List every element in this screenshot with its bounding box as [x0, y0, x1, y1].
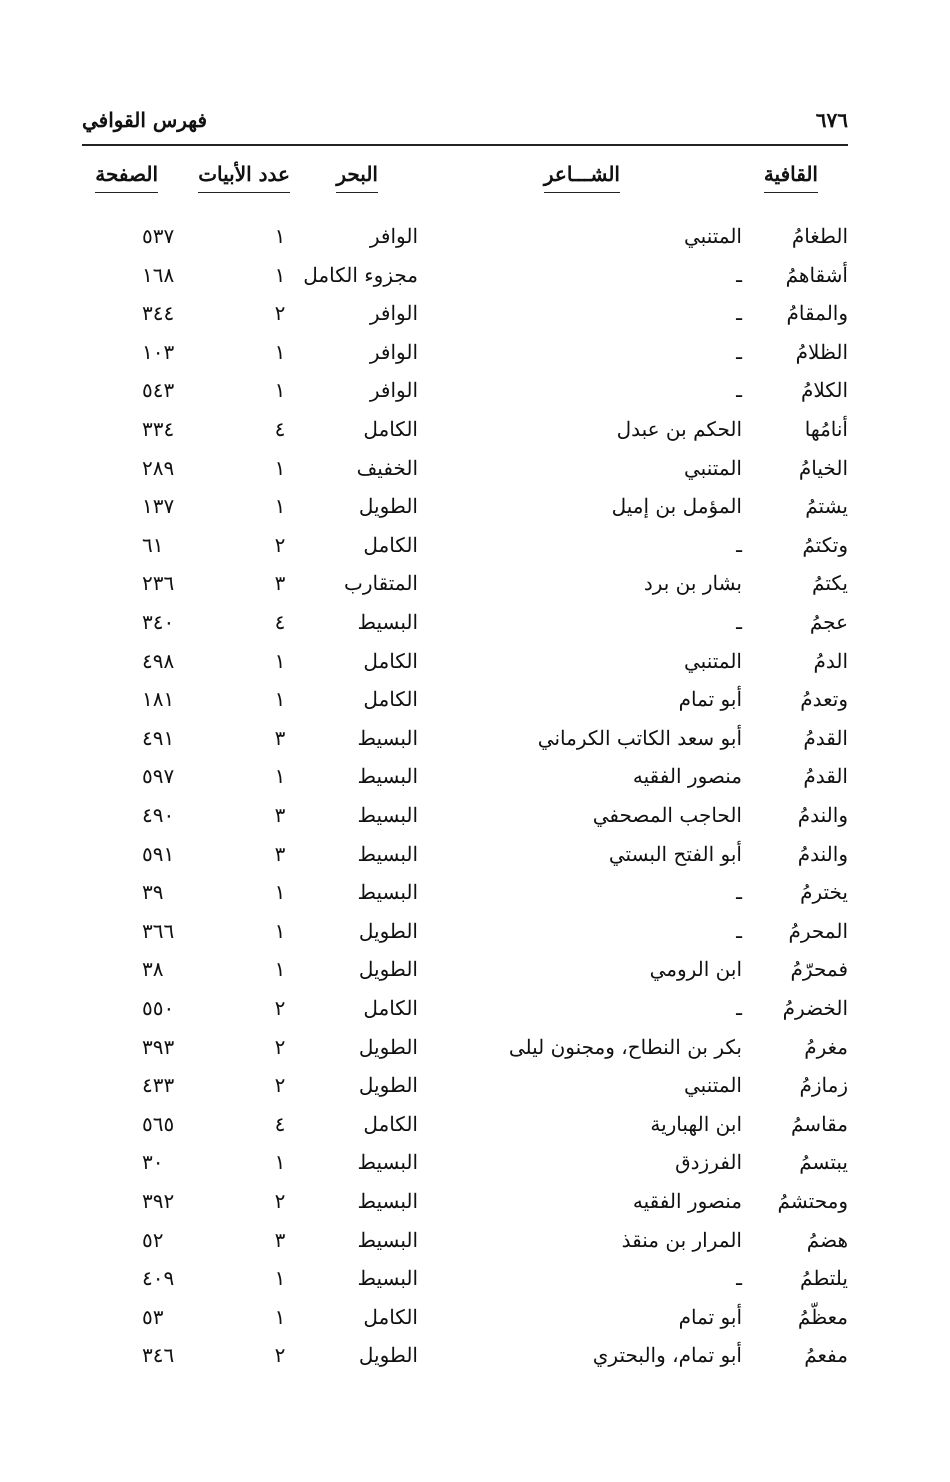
verses-cell: ٢	[274, 1073, 286, 1098]
meter-cell: الكامل	[363, 996, 418, 1020]
page-cell: ٣٩٣	[142, 1034, 175, 1059]
verses-cell: ١	[274, 224, 286, 248]
poet-cell: بكر بن النطاح، ومجنون ليلى	[508, 1034, 742, 1059]
verses-cell: ٢	[274, 301, 286, 326]
table-row	[0, 417, 950, 455]
meter-cell: الوافر	[369, 339, 418, 364]
page-cell: ٤٩١	[142, 725, 175, 750]
poet-cell: ـ	[736, 880, 742, 905]
rhyme-cell: مقاسمُ	[791, 1111, 848, 1136]
page-cell: ٥٢	[142, 1227, 164, 1252]
verses-cell: ١	[274, 494, 286, 519]
rhyme-cell: الطغامُ	[791, 224, 848, 248]
verses-cell: ٣	[274, 725, 286, 750]
poet-cell: المؤمل بن إميل	[611, 494, 742, 519]
page-cell: ٤٠٩	[142, 1266, 175, 1291]
poet-cell: بشار بن برد	[643, 571, 742, 596]
rhyme-cell: يبتسمُ	[799, 1150, 848, 1175]
verses-cell: ٣	[274, 803, 286, 827]
table-row	[0, 842, 950, 880]
verses-cell: ٢	[274, 532, 286, 557]
table-row	[0, 1150, 950, 1188]
poet-cell: الفرزدق	[675, 1150, 742, 1175]
verses-cell: ٣	[274, 841, 286, 866]
page-cell: ٥٣	[142, 1304, 164, 1329]
verses-cell: ١	[274, 648, 286, 673]
poet-cell: ـ	[736, 918, 742, 943]
table-row	[0, 1073, 950, 1111]
rhyme-cell: عجمُ	[809, 610, 848, 634]
rhyme-cell: يشتمُ	[805, 494, 848, 519]
meter-cell: الخفيف	[356, 455, 418, 480]
meter-cell: الوافر	[369, 301, 418, 326]
rhyme-cell: أنامُها	[804, 417, 848, 441]
page-cell: ٢٨٩	[142, 455, 175, 480]
meter-cell: البسيط	[357, 725, 418, 750]
table-row	[0, 803, 950, 841]
meter-cell: الكامل	[363, 1111, 418, 1136]
verses-cell: ٣	[274, 571, 286, 596]
table-row	[0, 649, 950, 687]
table-row	[0, 301, 950, 339]
table-row	[0, 996, 950, 1034]
meter-cell: البسيط	[357, 880, 418, 905]
page-cell: ١٦٨	[142, 262, 175, 287]
table-row	[0, 456, 950, 494]
verses-cell: ١	[274, 1150, 286, 1175]
poet-cell: ـ	[736, 301, 742, 326]
meter-cell: الكامل	[363, 1304, 418, 1329]
table-row	[0, 571, 950, 609]
poet-cell: ابن الهبارية	[650, 1111, 742, 1136]
page-cell: ٥٦٥	[142, 1111, 175, 1136]
rhyme-cell: وتكتمُ	[802, 532, 848, 557]
rhyme-cell: مفعمُ	[804, 1343, 848, 1368]
page-cell: ١٣٧	[142, 494, 175, 519]
poet-cell: المتنبي	[684, 1073, 742, 1098]
page-cell: ٢٣٦	[142, 571, 175, 596]
table-row	[0, 263, 950, 301]
rhyme-cell: معظّمُ	[797, 1304, 848, 1329]
verses-cell: ١	[274, 262, 286, 287]
verses-cell: ١	[274, 1266, 286, 1291]
rhyme-cell: القدمُ	[803, 764, 848, 789]
page-cell: ١٠٣	[142, 339, 175, 364]
poet-cell: ـ	[736, 339, 742, 364]
meter-cell: الطويل	[358, 918, 418, 943]
poet-cell: المرار بن منقذ	[621, 1227, 742, 1252]
meter-cell: البسيط	[357, 841, 418, 866]
page-cell: ٣٨	[142, 957, 164, 982]
verses-cell: ١	[274, 880, 286, 905]
rhyme-cell: القدمُ	[803, 725, 848, 750]
verses-cell: ٢	[274, 996, 286, 1020]
meter-cell: البسيط	[357, 610, 418, 634]
verses-cell: ٢	[274, 1189, 286, 1213]
rhyme-cell: وتعدمُ	[800, 687, 848, 712]
table-row	[0, 880, 950, 918]
running-head	[82, 108, 848, 138]
poet-cell: أبو الفتح البستي	[608, 841, 742, 866]
table-row	[0, 494, 950, 532]
meter-cell: الوافر	[369, 224, 418, 248]
page-cell: ١٨١	[142, 687, 175, 712]
header-poet: الشـــاعر	[544, 162, 620, 193]
verses-cell: ٤	[274, 610, 286, 634]
table-row	[0, 1266, 950, 1304]
rhyme-cell: الخيامُ	[798, 455, 848, 480]
rhyme-cell: يلتطمُ	[800, 1266, 848, 1291]
page-cell: ٤٩٠	[142, 803, 175, 827]
meter-cell: المتقارب	[344, 571, 418, 596]
verses-cell: ١	[274, 1304, 286, 1329]
meter-cell: الطويل	[358, 1343, 418, 1368]
rhyme-cell: الدمُ	[813, 648, 848, 673]
page-cell: ٥٩٧	[142, 764, 175, 789]
verses-cell: ١	[274, 687, 286, 712]
poet-cell: ـ	[736, 262, 742, 287]
table-row	[0, 726, 950, 764]
page-cell: ٣٩	[142, 880, 164, 905]
page-cell: ٣٤٦	[142, 1343, 175, 1368]
table-row	[0, 1305, 950, 1343]
page-cell: ٣٤٤	[142, 301, 175, 326]
verses-cell: ٣	[274, 1227, 286, 1252]
poet-cell: ابن الرومي	[649, 957, 742, 982]
meter-cell: البسيط	[357, 803, 418, 827]
meter-cell: البسيط	[357, 1189, 418, 1213]
table-row	[0, 378, 950, 416]
meter-cell: الطويل	[358, 494, 418, 519]
meter-cell: البسيط	[357, 1150, 418, 1175]
table-row	[0, 764, 950, 802]
page-cell: ٦١	[142, 532, 164, 557]
rhyme-cell: الخضرمُ	[782, 996, 848, 1020]
poet-cell: أبو تمام	[678, 687, 742, 712]
verses-cell: ١	[274, 378, 286, 403]
poet-cell: الحكم بن عبدل	[616, 417, 742, 441]
meter-cell: البسيط	[357, 1227, 418, 1252]
rhyme-cell: الكلامُ	[800, 378, 848, 403]
verses-cell: ١	[274, 764, 286, 789]
verses-cell: ١	[274, 339, 286, 364]
poet-cell: منصور الفقيه	[632, 1189, 742, 1213]
poet-cell: أبو تمام، والبحتري	[592, 1343, 742, 1368]
rhyme-cell: والندمُ	[797, 803, 848, 827]
page-cell: ٣٤٠	[142, 610, 175, 634]
meter-cell: الطويل	[358, 957, 418, 982]
meter-cell: مجزوء الكامل	[303, 262, 418, 287]
table-row	[0, 1189, 950, 1227]
header-rhyme: القافية	[764, 162, 818, 193]
rhyme-cell: والمقامُ	[786, 301, 848, 326]
rhyme-cell: زمازمُ	[799, 1073, 848, 1098]
page-cell: ٤٣٣	[142, 1073, 175, 1098]
verses-cell: ١	[274, 918, 286, 943]
poet-cell: المتنبي	[684, 648, 742, 673]
running-title: فهرس القوافي	[82, 108, 208, 132]
page-cell: ٣٩٢	[142, 1189, 175, 1213]
poet-cell: ـ	[736, 532, 742, 557]
table-row	[0, 687, 950, 725]
table-row	[0, 957, 950, 995]
meter-cell: الطويل	[358, 1034, 418, 1059]
verses-cell: ٤	[274, 417, 286, 441]
poet-cell: الحاجب المصحفي	[592, 803, 742, 827]
rhyme-cell: الظلامُ	[795, 339, 848, 364]
meter-cell: البسيط	[357, 1266, 418, 1291]
page-cell: ٥٥٠	[142, 996, 175, 1020]
table-row	[0, 533, 950, 571]
rhyme-cell: فمحرّمُ	[790, 957, 848, 982]
table-row	[0, 224, 950, 262]
table-row	[0, 919, 950, 957]
meter-cell: الكامل	[363, 532, 418, 557]
table-row	[0, 1112, 950, 1150]
table-row	[0, 1343, 950, 1381]
poet-cell: ـ	[736, 378, 742, 403]
rhyme-cell: ومحتشمُ	[777, 1189, 848, 1213]
meter-cell: الكامل	[363, 648, 418, 673]
rhyme-cell: والندمُ	[797, 841, 848, 866]
poet-cell: أبو تمام	[678, 1304, 742, 1329]
verses-cell: ٢	[274, 1034, 286, 1059]
rhyme-cell: المحرمُ	[788, 918, 848, 943]
poet-cell: أبو سعد الكاتب الكرماني	[537, 725, 742, 750]
verses-cell: ١	[274, 455, 286, 480]
page-number: ٦٧٦	[815, 108, 848, 132]
rhyme-cell: أشقاهمُ	[785, 262, 848, 287]
verses-cell: ١	[274, 957, 286, 982]
poet-cell: ـ	[736, 610, 742, 634]
rhyme-cell: هضمُ	[806, 1227, 848, 1252]
page-cell: ٥٣٧	[142, 224, 175, 248]
page-cell: ٥٤٣	[142, 378, 175, 403]
header-meter: البحر	[336, 162, 378, 193]
meter-cell: الطويل	[358, 1073, 418, 1098]
page-cell: ٣٣٤	[142, 417, 175, 441]
rhyme-cell: مغرمُ	[804, 1034, 848, 1059]
poet-cell: ـ	[736, 1266, 742, 1291]
meter-cell: الكامل	[363, 417, 418, 441]
page-cell: ٣٦٦	[142, 918, 175, 943]
header-page: الصفحة	[95, 162, 158, 193]
table-row	[0, 340, 950, 378]
poet-cell: ـ	[736, 996, 742, 1020]
rhyme-cell: يخترمُ	[800, 880, 848, 905]
page-cell: ٤٩٨	[142, 648, 175, 673]
poet-cell: منصور الفقيه	[632, 764, 742, 789]
table-row	[0, 1035, 950, 1073]
verses-cell: ٢	[274, 1343, 286, 1368]
poet-cell: المتنبي	[684, 455, 742, 480]
meter-cell: الكامل	[363, 687, 418, 712]
rhyme-cell: يكتمُ	[812, 571, 848, 596]
header-verses: عدد الأبيات	[198, 162, 290, 193]
header-rule	[82, 144, 848, 146]
page-cell: ٥٩١	[142, 841, 175, 866]
poet-cell: المتنبي	[684, 224, 742, 248]
verses-cell: ٤	[274, 1111, 286, 1136]
table-row	[0, 610, 950, 648]
meter-cell: الوافر	[369, 378, 418, 403]
page-cell: ٣٠	[142, 1150, 164, 1175]
table-row	[0, 1228, 950, 1266]
meter-cell: البسيط	[357, 764, 418, 789]
